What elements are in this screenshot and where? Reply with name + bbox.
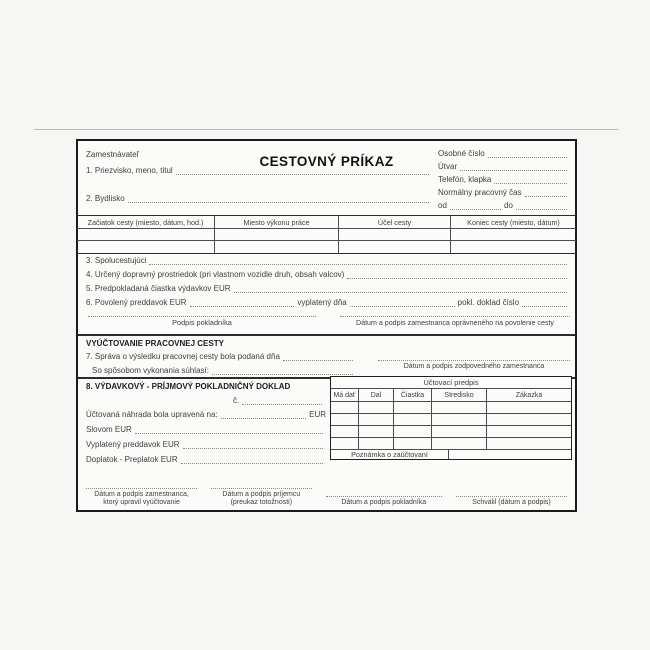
acc-cell [359, 414, 394, 426]
working-hours-field [438, 185, 570, 198]
adjuster-signature-label-2: ktorý upravil vyúčtovanie [103, 499, 180, 506]
residence-field [86, 192, 432, 204]
name-field [86, 164, 432, 176]
transport-label: 4. Určený dopravný prostriedok (pri vlastnom vozidle druh, obsah valcov) [86, 270, 345, 279]
dotted-fill [488, 157, 567, 158]
cashier-bottom-signature-area [326, 496, 442, 507]
acc-col-center: Stredisko [432, 389, 487, 402]
acc-cell [359, 438, 394, 450]
trip-cell [339, 241, 451, 253]
dotted-fill [181, 463, 323, 464]
balance-label: Doplatok - Preplatok EUR [86, 455, 178, 464]
adjusted-compensation-field [86, 410, 326, 420]
recipient-signature-area [211, 488, 312, 507]
residence-label: 2. Bydlisko [86, 194, 125, 203]
trip-col-header-start: Začiatok cesty (miesto, dátum, hod.) [77, 216, 215, 229]
recipient-signature-label-1: Dátum a podpis príjemcu [222, 491, 301, 498]
personal-info-block [438, 146, 570, 211]
acc-cell [432, 402, 487, 414]
cashier-signature-label: Podpis pokladníka [172, 318, 232, 327]
cash-document-section-title: 8. VÝDAVKOVÝ - PRÍJMOVÝ POKLADNIČNÝ DOKLAD [86, 382, 291, 391]
dotted-fill [135, 433, 323, 434]
dotted-fill [242, 404, 322, 405]
working-hours-label: Normálny pracovný čas [438, 188, 522, 197]
accounting-note-cell [449, 450, 571, 459]
dotted-fill [234, 292, 567, 293]
acc-cell [432, 438, 487, 450]
acc-col-amount: Čiastka [394, 389, 432, 402]
dotted-fill [149, 264, 567, 265]
approver-signature-area [456, 496, 567, 507]
phone-field [438, 172, 570, 185]
acc-cell [331, 426, 359, 438]
adjuster-signature-label-1: Dátum a podpis zamestnanca, [94, 491, 189, 498]
acc-col-order: Zákazka [487, 389, 571, 402]
travel-order-form [76, 139, 577, 512]
department-label: Útvar [438, 162, 458, 171]
bottom-signatures-row [86, 479, 567, 507]
acc-cell [394, 414, 432, 426]
personal-number-label: Osobné číslo [438, 149, 485, 158]
dotted-fill [450, 209, 501, 210]
from-label: od [438, 201, 447, 210]
responsible-signature-area [378, 360, 570, 372]
report-date-field [86, 352, 356, 362]
authorizer-signature-label: Dátum a podpis zamestnanca oprávneného na povolenie cesty [356, 319, 554, 327]
companions-field [86, 256, 570, 266]
dotted-fill [128, 202, 429, 203]
acc-col-credit: Dal [359, 389, 394, 402]
dotted-fill [460, 170, 567, 171]
acc-col-debit: Má dať [331, 389, 359, 402]
acc-cell [487, 438, 571, 450]
accounting-table-title: Účtovací predpis [331, 377, 571, 389]
acc-cell [359, 426, 394, 438]
to-label: do [504, 201, 513, 210]
phone-label: Telefón, klapka [438, 175, 492, 184]
expected-expenses-field [86, 284, 570, 294]
receipt-number-label: pokl. doklad číslo [457, 298, 520, 307]
trip-cell [77, 229, 215, 241]
document-number-label: č. [233, 396, 240, 405]
approval-method-field [92, 366, 356, 376]
dotted-fill [183, 448, 323, 449]
personal-number-field [438, 146, 570, 159]
accounting-table [330, 376, 572, 460]
accounting-table-grid [331, 389, 571, 450]
approver-signature-label: Schválil (dátum a podpis) [472, 499, 551, 506]
trip-cell [215, 229, 339, 241]
authorizer-signature-area [340, 316, 570, 328]
acc-cell [432, 414, 487, 426]
transport-field [86, 270, 570, 280]
trip-col-header-workplace: Miesto výkonu práce [215, 216, 339, 229]
trip-cell [77, 241, 215, 253]
acc-cell [487, 414, 571, 426]
currency-label: EUR [309, 410, 326, 419]
amount-in-words-field [86, 425, 326, 435]
document-number-field [233, 396, 325, 406]
settlement-section-title: VYÚČTOVANIE PRACOVNEJ CESTY [86, 339, 224, 348]
trip-cell [215, 241, 339, 253]
adjuster-signature-area [86, 488, 197, 507]
accounting-note-row [331, 450, 571, 459]
acc-cell [359, 402, 394, 414]
paper-edge-line [34, 129, 618, 130]
responsible-signature-label: Dátum a podpis zodpovedného zamestnanca [403, 363, 545, 370]
acc-cell [487, 402, 571, 414]
trip-table [77, 215, 576, 254]
acc-cell [331, 414, 359, 426]
cashier-bottom-signature-label: Dátum a podpis pokladníka [341, 499, 427, 506]
recipient-signature-label-2: (preukaz totožnosti) [230, 499, 293, 506]
acc-cell [487, 426, 571, 438]
dotted-fill [283, 360, 353, 361]
paid-advance-field [86, 440, 326, 450]
cashier-signature-area [88, 316, 316, 328]
dotted-fill [212, 374, 353, 375]
dotted-fill [350, 306, 455, 307]
acc-cell [394, 426, 432, 438]
dotted-fill [347, 278, 567, 279]
dotted-fill [221, 418, 306, 419]
dotted-fill [525, 196, 567, 197]
department-field [438, 159, 570, 172]
advance-field [86, 298, 570, 308]
dotted-fill [516, 209, 567, 210]
adjusted-compensation-label: Účtovaná náhrada bola upravená na: [86, 410, 218, 419]
companions-label: 3. Spolucestujúci [86, 256, 147, 265]
acc-cell [394, 438, 432, 450]
approval-method-label: So spôsobom vykonania súhlasí: [92, 366, 209, 375]
dotted-fill [176, 174, 429, 175]
report-date-label: 7. Správa o výsledku pracovnej cesty bola podaná dňa [86, 352, 280, 361]
acc-cell [331, 402, 359, 414]
form-title: CESTOVNÝ PRÍKAZ [259, 154, 394, 169]
trip-col-header-purpose: Účel cesty [339, 216, 451, 229]
trip-cell [451, 241, 576, 253]
trip-cell [339, 229, 451, 241]
amount-in-words-label: Slovom EUR [86, 425, 132, 434]
section-divider [78, 334, 575, 336]
accounting-note-label: Poznámka o zaúčtovaní [331, 450, 449, 459]
name-label: 1. Priezvisko, meno, titul [86, 166, 173, 175]
paid-on-label: vyplatený dňa [297, 298, 347, 307]
dotted-fill [522, 306, 567, 307]
paid-advance-label: Vyplatený preddavok EUR [86, 440, 180, 449]
dotted-fill [190, 306, 295, 307]
trip-col-header-end: Koniec cesty (miesto, dátum) [451, 216, 576, 229]
dotted-fill [494, 183, 567, 184]
trip-cell [451, 229, 576, 241]
acc-cell [432, 426, 487, 438]
acc-cell [331, 438, 359, 450]
advance-label: 6. Povolený preddavok EUR [86, 298, 187, 307]
from-to-field [438, 198, 570, 211]
acc-cell [394, 402, 432, 414]
balance-field [86, 455, 326, 465]
employer-label: Zamestnávateľ [86, 150, 140, 159]
expected-expenses-label: 5. Predpokladaná čiastka výdavkov EUR [86, 284, 231, 293]
